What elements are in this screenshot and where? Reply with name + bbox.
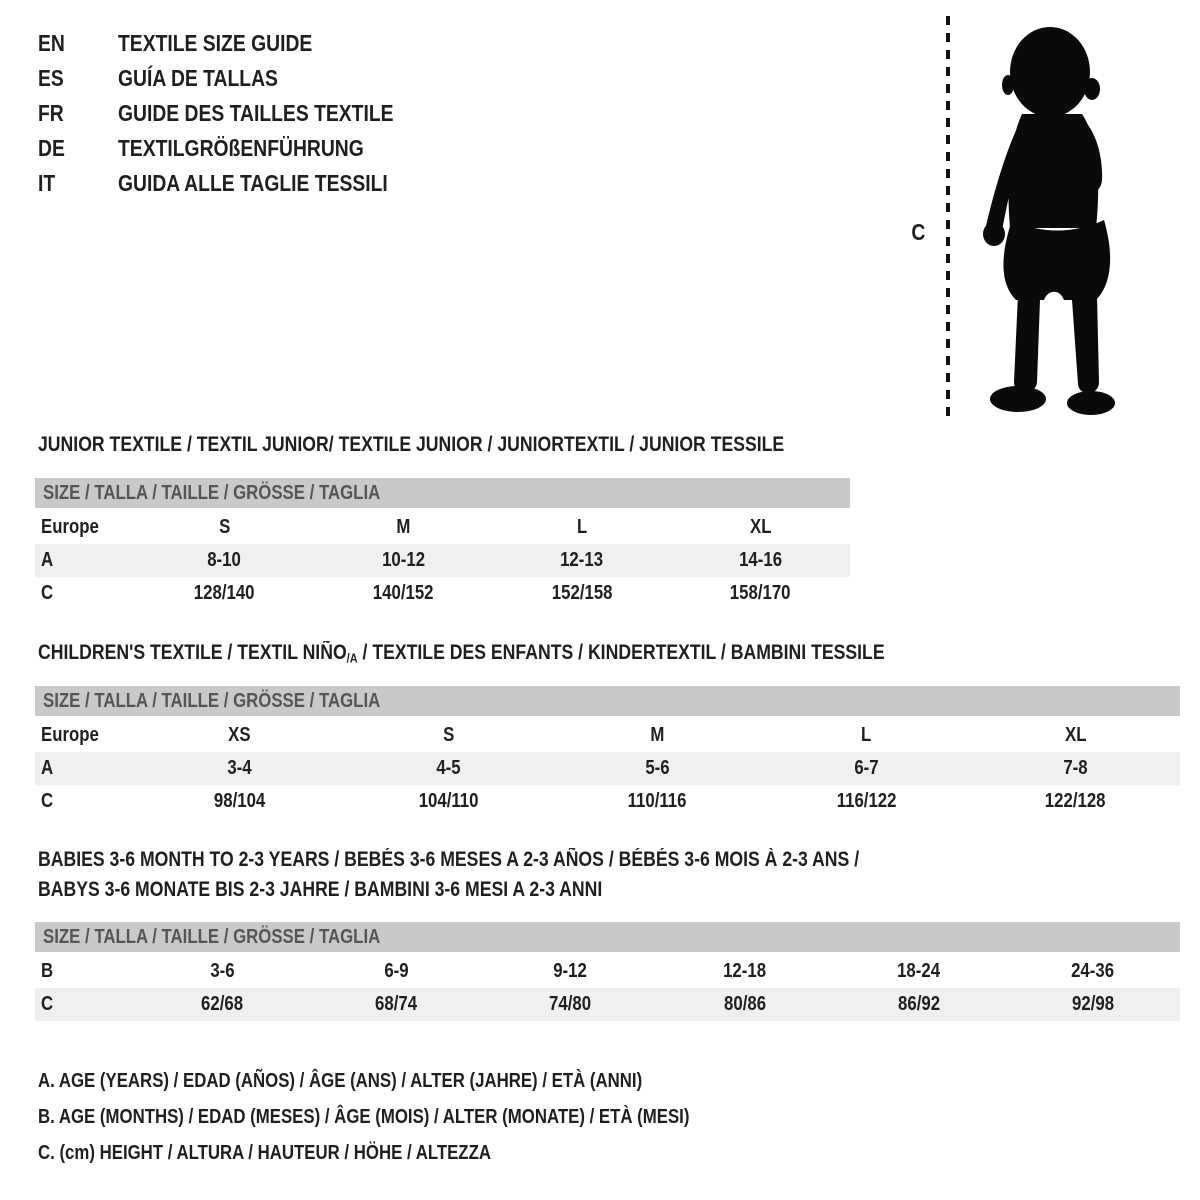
size-value: L [576, 516, 588, 538]
table-row-age-months [35, 955, 1180, 988]
age-value: 5-6 [645, 757, 670, 779]
height-value: 128/140 [194, 582, 255, 604]
size-value: XL [749, 516, 772, 538]
row-label: B [41, 960, 54, 982]
language-text: GUÍA DE TALLAS [118, 65, 278, 91]
language-code: DE [38, 135, 65, 161]
row-label: A [41, 549, 54, 571]
row-label: A [41, 757, 54, 779]
section-title-babies: BABIES 3-6 MONTH TO 2-3 YEARS / BEBÉS 3-6 MESES A 2-3 AÑOS / BÉBÉS 3-6 MOIS À 2-3 ANS / BABYS 3-6 MONATE BIS 2-3 JAHRE / BAMBINI 3-6 MESI A 2-3 ANNI [38, 848, 860, 901]
table-row-height [35, 577, 850, 610]
age-value: 6-9 [384, 960, 409, 982]
size-value: M [396, 516, 411, 538]
age-value: 10-12 [381, 549, 425, 571]
age-value: 9-12 [553, 960, 588, 982]
height-measure-label: C [911, 219, 926, 245]
height-value: 80/86 [723, 993, 766, 1015]
table-row-age [35, 752, 1180, 785]
size-header-band-junior: SIZE / TALLA / TAILLE / GRÖSSE / TAGLIA [35, 478, 850, 508]
height-value: 74/80 [549, 993, 592, 1015]
table-row-europe [35, 719, 1180, 752]
height-value: 98/104 [213, 790, 266, 812]
height-value: 158/170 [730, 582, 791, 604]
height-measure-line [946, 16, 950, 418]
size-value: XS [228, 724, 251, 746]
height-value: 110/116 [628, 790, 687, 812]
toddler-silhouette-icon [968, 22, 1144, 422]
nino-a-subscript: /A [346, 650, 358, 666]
height-value: 104/110 [418, 790, 479, 812]
legend-age-years: A. AGE (YEARS) / EDAD (AÑOS) / ÂGE (ANS) / ALTER (JAHRE) / ETÀ (ANNI) [38, 1070, 643, 1092]
size-value: S [218, 516, 230, 538]
legend-age-months: B. AGE (MONTHS) / EDAD (MESES) / ÂGE (MOIS) / ALTER (MONATE) / ETÀ (MESI) [38, 1106, 690, 1128]
age-value: 14-16 [739, 549, 783, 571]
language-text: TEXTILGRÖßENFÜHRUNG [118, 135, 364, 161]
table-row-height [35, 785, 1180, 818]
age-value: 3-4 [227, 757, 252, 779]
height-value: 86/92 [897, 993, 940, 1015]
language-text: GUIDE DES TAILLES TEXTILE [118, 100, 394, 126]
row-label: C [41, 582, 54, 604]
size-header-band-babies: SIZE / TALLA / TAILLE / GRÖSSE / TAGLIA [35, 922, 1180, 952]
row-label: C [41, 790, 54, 812]
size-value: XL [1064, 724, 1087, 746]
measure-legend [38, 1063, 814, 1171]
size-value: S [442, 724, 455, 746]
table-row-europe [35, 511, 850, 544]
row-label: Europe [41, 724, 99, 746]
height-value: 152/158 [551, 582, 613, 604]
age-value: 24-36 [1071, 960, 1115, 982]
age-value: 3-6 [209, 960, 235, 982]
language-row-es [38, 61, 446, 96]
height-value: 62/68 [201, 993, 244, 1015]
legend-height-cm: C. (cm) HEIGHT / ALTURA / HAUTEUR / HÖHE / ALTEZZA [38, 1142, 491, 1164]
age-value: 18-24 [897, 960, 941, 982]
age-value: 12-13 [560, 549, 604, 571]
language-code: FR [38, 100, 64, 126]
age-value: 7-8 [1063, 757, 1088, 779]
age-value: 8-10 [207, 549, 242, 571]
language-row-en [38, 26, 446, 61]
age-value: 6-7 [854, 757, 879, 779]
language-list [38, 26, 446, 201]
language-row-it [38, 166, 446, 201]
height-value: 68/74 [375, 993, 418, 1015]
height-value: 92/98 [1071, 993, 1114, 1015]
size-value: M [650, 724, 665, 746]
height-value: 122/128 [1045, 790, 1106, 812]
babies-size-table [35, 955, 1180, 1021]
height-value: 116/122 [836, 790, 897, 812]
table-row-age [35, 544, 850, 577]
row-label: Europe [41, 516, 99, 538]
junior-size-table [35, 511, 850, 610]
language-code: IT [38, 170, 56, 196]
table-row-height [35, 988, 1180, 1021]
section-title-children: CHILDREN'S TEXTILE / TEXTIL NIÑO/A / TEXTILE DES ENFANTS / KINDERTEXTIL / BAMBINI TESSILE [38, 641, 885, 666]
language-code: ES [38, 65, 64, 91]
language-code: EN [38, 30, 65, 56]
language-text: GUIDA ALLE TAGLIE TESSILI [118, 170, 388, 196]
language-text: TEXTILE SIZE GUIDE [118, 30, 313, 56]
children-size-table [35, 719, 1180, 818]
age-value: 12-18 [723, 960, 767, 982]
section-title-junior: JUNIOR TEXTILE / TEXTIL JUNIOR/ TEXTILE JUNIOR / JUNIORTEXTIL / JUNIOR TESSILE [38, 433, 785, 456]
size-value: L [861, 724, 872, 746]
size-header-band-children: SIZE / TALLA / TAILLE / GRÖSSE / TAGLIA [35, 686, 1180, 716]
age-value: 4-5 [436, 757, 461, 779]
language-row-de [38, 131, 446, 166]
row-label: C [41, 993, 54, 1015]
language-row-fr [38, 96, 446, 131]
height-value: 140/152 [372, 582, 434, 604]
